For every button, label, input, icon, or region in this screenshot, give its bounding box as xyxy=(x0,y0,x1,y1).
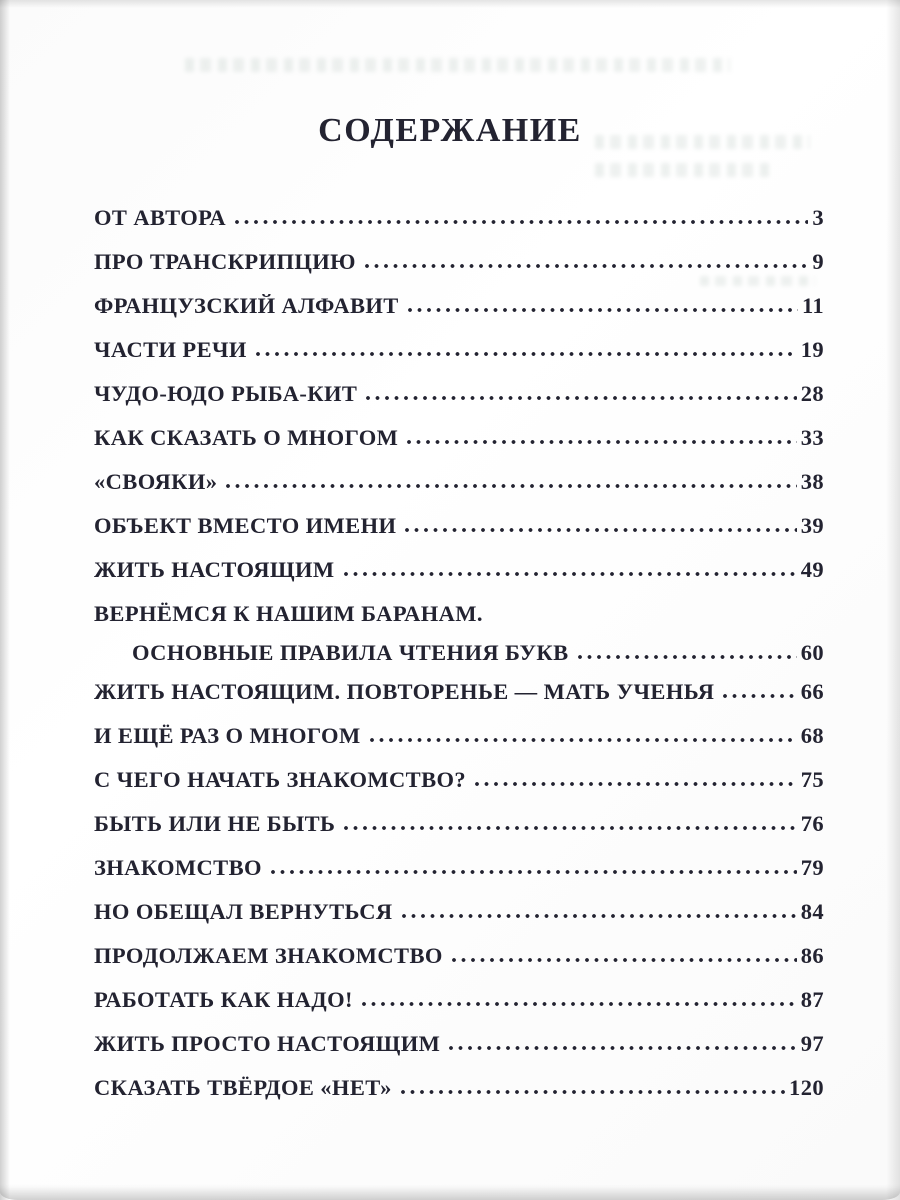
toc-entry-title: ОСНОВНЫЕ ПРАВИЛА ЧТЕНИЯ БУКВ xyxy=(132,640,569,665)
toc-entry xyxy=(94,548,824,592)
toc-dots-leader xyxy=(448,1045,796,1051)
bleed-through-text xyxy=(595,163,770,177)
toc-entry xyxy=(94,372,824,416)
toc-list xyxy=(0,196,900,1110)
toc-dots-leader xyxy=(225,483,796,489)
toc-entry xyxy=(94,802,824,846)
toc-page-number: 60 xyxy=(800,640,824,665)
toc-entry-title: ПРОДОЛЖАЕМ ЗНАКОМСТВО xyxy=(94,943,443,968)
toc-entry-title: С ЧЕГО НАЧАТЬ ЗНАКОМСТВО? xyxy=(94,767,467,792)
toc-entry-title: ЖИТЬ НАСТОЯЩИМ. ПОВТОРЕНЬЕ — МАТЬ УЧЕНЬЯ xyxy=(94,679,715,704)
toc-entry-title: ЧАСТИ РЕЧИ xyxy=(94,337,247,362)
toc-dots-leader xyxy=(400,1089,785,1095)
toc-entry xyxy=(94,846,824,890)
toc-dots-leader xyxy=(404,527,796,533)
toc-entry xyxy=(94,460,824,504)
toc-dots-leader xyxy=(361,1001,797,1007)
toc-page-number: 28 xyxy=(800,381,824,406)
toc-entry xyxy=(94,240,824,284)
toc-entry-title: «СВОЯКИ» xyxy=(94,469,218,494)
toc-page-number: 66 xyxy=(800,679,824,704)
toc-dots-leader xyxy=(577,654,797,660)
toc-entry-title: ЖИТЬ НАСТОЯЩИМ xyxy=(94,557,335,582)
toc-dots-leader xyxy=(407,307,798,313)
page-title: СОДЕРЖАНИЕ xyxy=(318,112,582,149)
toc-page-number: 68 xyxy=(800,723,824,748)
toc-entry xyxy=(94,978,824,1022)
toc-entry-title: И ЕЩЁ РАЗ О МНОГОМ xyxy=(94,723,361,748)
toc-entry-title: БЫТЬ ИЛИ НЕ БЫТЬ xyxy=(94,811,336,836)
toc-page-number: 3 xyxy=(812,205,824,230)
toc-page-number: 9 xyxy=(812,249,824,274)
toc-entry xyxy=(94,714,824,758)
toc-page-number: 87 xyxy=(800,987,824,1012)
toc-entry xyxy=(94,934,824,978)
toc-page-number: 11 xyxy=(801,293,824,318)
toc-entry-title: ЗНАКОМСТВО xyxy=(94,855,262,880)
toc-dots-leader xyxy=(364,263,808,269)
toc-entry xyxy=(94,592,824,636)
toc-dots-leader xyxy=(270,869,797,875)
toc-dots-leader xyxy=(722,693,796,699)
toc-page-number: 49 xyxy=(800,557,824,582)
toc-page-number: 76 xyxy=(800,811,824,836)
toc-entry-title: НО ОБЕЩАЛ ВЕРНУТЬСЯ xyxy=(94,899,393,924)
toc-page-number: 33 xyxy=(800,425,824,450)
toc-entry-title: СКАЗАТЬ ТВЁРДОЕ «НЕТ» xyxy=(94,1075,392,1100)
toc-entry xyxy=(94,758,824,802)
toc-entry-title: ФРАНЦУЗСКИЙ АЛФАВИТ xyxy=(94,293,399,318)
toc-entry xyxy=(94,328,824,372)
toc-dots-leader xyxy=(451,957,797,963)
toc-entry xyxy=(94,196,824,240)
toc-dots-leader xyxy=(343,571,797,577)
toc-dots-leader xyxy=(401,913,797,919)
toc-entry-title: ОТ АВТОРА xyxy=(94,205,227,230)
toc-entry xyxy=(94,1022,824,1066)
toc-entry xyxy=(94,504,824,548)
toc-dots-leader xyxy=(369,737,797,743)
toc-page-number: 84 xyxy=(800,899,824,924)
toc-entry xyxy=(94,416,824,460)
toc-dots-leader xyxy=(474,781,797,787)
toc-entry-title: ЧУДО-ЮДО РЫБА-КИТ xyxy=(94,381,358,406)
toc-entry-title: ВЕРНЁМСЯ К НАШИМ БАРАНАМ. xyxy=(94,601,483,626)
toc-entry xyxy=(94,670,824,714)
toc-entry-title: ЖИТЬ ПРОСТО НАСТОЯЩИМ xyxy=(94,1031,441,1056)
toc-dots-leader xyxy=(234,219,808,225)
toc-entry-title: РАБОТАТЬ КАК НАДО! xyxy=(94,987,353,1012)
toc-dots-leader xyxy=(365,395,796,401)
toc-page-number: 97 xyxy=(800,1031,824,1056)
toc-dots-leader xyxy=(255,351,797,357)
toc-dots-leader xyxy=(406,439,796,445)
toc-page-number: 75 xyxy=(800,767,824,792)
toc-entry-title: ПРО ТРАНСКРИПЦИЮ xyxy=(94,249,356,274)
toc-entry-title: ОБЪЕКТ ВМЕСТО ИМЕНИ xyxy=(94,513,397,538)
toc-dots-leader xyxy=(343,825,796,831)
page-edge-top xyxy=(0,0,900,8)
toc-page-number: 39 xyxy=(800,513,824,538)
toc-entry xyxy=(94,636,824,670)
bleed-through-text xyxy=(185,58,730,72)
toc-page-number: 86 xyxy=(800,943,824,968)
page-edge-bottom xyxy=(0,1184,900,1200)
toc-entry xyxy=(94,1066,824,1110)
toc-entry xyxy=(94,890,824,934)
toc-entry xyxy=(94,284,824,328)
toc-page-number: 38 xyxy=(800,469,824,494)
toc-page-number: 19 xyxy=(800,337,824,362)
toc-entry-title: КАК СКАЗАТЬ О МНОГОМ xyxy=(94,425,399,450)
toc-page-number: 120 xyxy=(789,1075,824,1100)
toc-page-number: 79 xyxy=(800,855,824,880)
